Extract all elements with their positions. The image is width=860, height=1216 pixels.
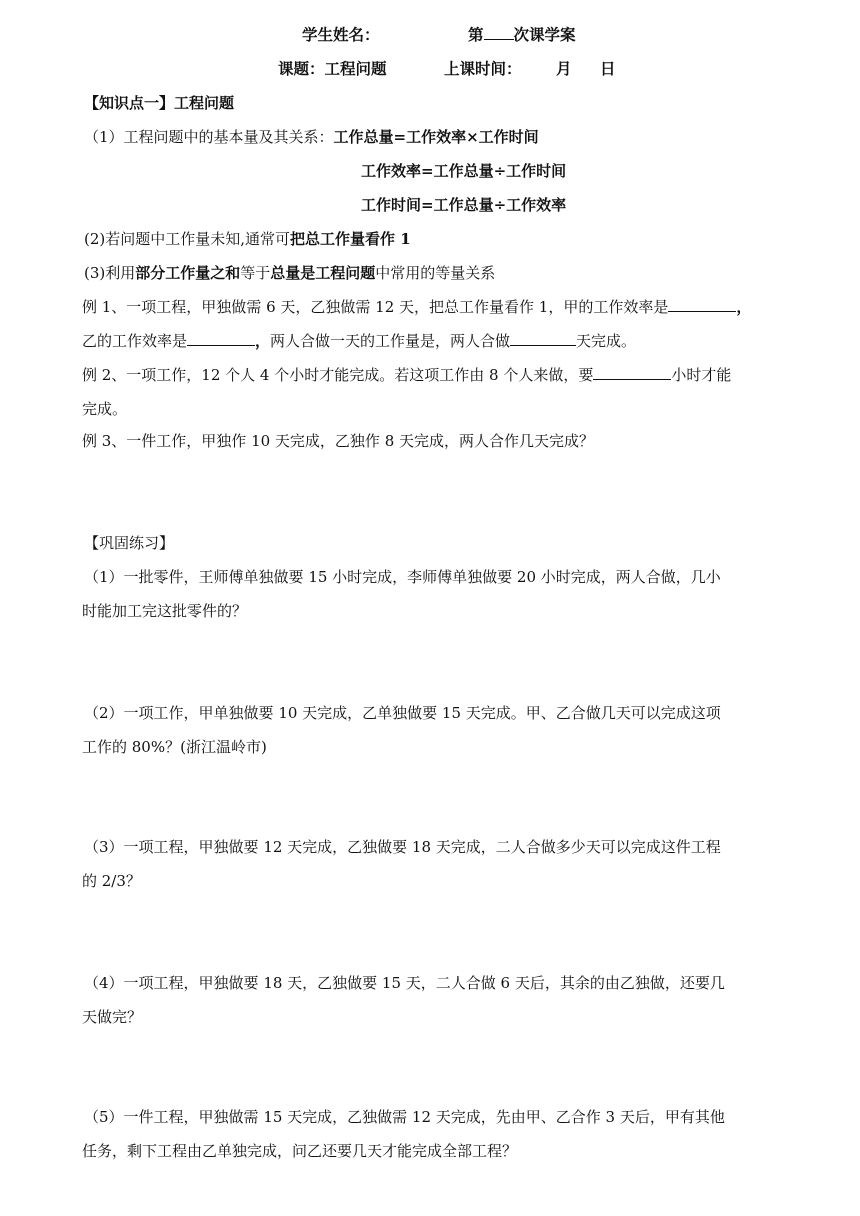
practice-q5-line-1: （5）一件工程，甲独做需 15 天完成，乙独做需 12 天完成，先由甲、乙合作 3 天后，甲有其他: [84, 1108, 725, 1126]
lesson-number-blank[interactable]: [484, 24, 514, 40]
lesson-suffix: 次课学案: [513, 25, 576, 44]
month-label: 月: [556, 59, 572, 78]
practice-q2-line-1: （2）一项工作，甲单独做要 10 天完成，乙单独做要 15 天完成。甲、乙合做几天可以完成这项: [84, 704, 721, 722]
topic-value: 工程问题: [324, 59, 387, 78]
example-2-text-a: 例 2、一项工作，12 个人 4 个小时才能完成。若这项工作由 8 个人来做，要: [82, 366, 594, 384]
knowledge-point-3-bold-1: 部分工作量之和: [135, 264, 241, 282]
practice-q4-line-2: 天做完？: [82, 1008, 143, 1026]
practice-q2-line-2: 工作的 80%？(浙江温岭市): [82, 738, 267, 756]
example-1-blank-days[interactable]: [510, 330, 576, 346]
example-2-line-2: 完成。: [82, 400, 128, 418]
example-2-line-1: [82, 364, 800, 386]
knowledge-point-3-mid: 等于: [240, 264, 271, 282]
example-2-blank-hours[interactable]: [593, 364, 671, 380]
formula-efficiency: 工作效率=工作总量÷工作时间: [361, 162, 567, 180]
example-1-comma-1: ，: [736, 298, 752, 316]
formula-time: 工作时间=工作总量÷工作效率: [361, 196, 567, 214]
example-3: 例 3、一件工作，甲独作 10 天完成，乙独作 8 天完成，两人合作几天完成？: [82, 432, 595, 450]
knowledge-point-3-bold-2: 总量是工程问题: [270, 264, 376, 282]
practice-q3-line-1: （3）一项工程，甲独做要 12 天完成，乙独做要 18 天完成，二人合做多少天可以完成这件工程: [84, 838, 721, 856]
knowledge-title: 【知识点一】工程问题: [84, 94, 235, 112]
topic-label: 课题：: [278, 59, 325, 78]
knowledge-point-3-lead: (3)利用: [84, 264, 136, 282]
practice-title: 【巩固练习】: [84, 534, 175, 552]
practice-q1-line-1: （1）一批零件，王师傅单独做要 15 小时完成，李师傅单独做要 20 小时完成，两人合做，几小: [84, 568, 721, 586]
example-1-line-2: [82, 330, 800, 352]
lesson-number-heading: [468, 24, 576, 46]
example-1-blank-efficiency-b[interactable]: [187, 330, 255, 346]
example-2-text-b: 小时才能: [671, 366, 732, 384]
topic-heading: [278, 58, 387, 80]
knowledge-point-1-lead: （1）工程问题中的基本量及其关系：: [84, 128, 334, 146]
knowledge-point-2: [84, 228, 800, 250]
student-name-label: 学生姓名：: [302, 25, 380, 44]
knowledge-point-1: [84, 126, 800, 148]
example-1-text-c: 两人合做一天的工作量是，两人合做: [270, 332, 511, 350]
practice-q4-line-1: （4）一项工程，甲独做要 18 天，乙独做要 15 天，二人合做 6 天后，其余的由乙独做，还要几: [84, 974, 725, 992]
practice-q5-line-2: 任务，剩下工程由乙单独完成，问乙还要几天才能完成全部工程？: [82, 1142, 518, 1160]
day-label: 日: [600, 59, 616, 78]
example-1-line-1: [82, 296, 800, 318]
practice-q1-line-2: 时能加工完这批零件的？: [82, 602, 248, 620]
example-1-text-b: 乙的工作效率是: [82, 332, 188, 350]
knowledge-point-3: [84, 262, 800, 284]
lesson-prefix: 第: [468, 25, 484, 44]
knowledge-point-2-bold: 把总工作量看作 1: [290, 230, 411, 248]
knowledge-point-3-tail: 中常用的等量关系: [375, 264, 496, 282]
knowledge-point-2-lead: (2)若问题中工作量未知,通常可: [84, 230, 291, 248]
practice-q3-line-2: 的 2/3？: [82, 872, 141, 890]
example-1-comma-2: ，: [255, 332, 271, 350]
example-1-text-d: 天完成。: [576, 332, 637, 350]
example-1-text-a: 例 1、一项工程，甲独做需 6 天，乙独做需 12 天，把总工作量看作 1，甲的工作效率是: [82, 298, 669, 316]
class-time-label: 上课时间：: [444, 59, 522, 78]
formula-total-work: 工作总量=工作效率×工作时间: [333, 128, 539, 146]
example-1-blank-efficiency-a[interactable]: [668, 296, 736, 312]
